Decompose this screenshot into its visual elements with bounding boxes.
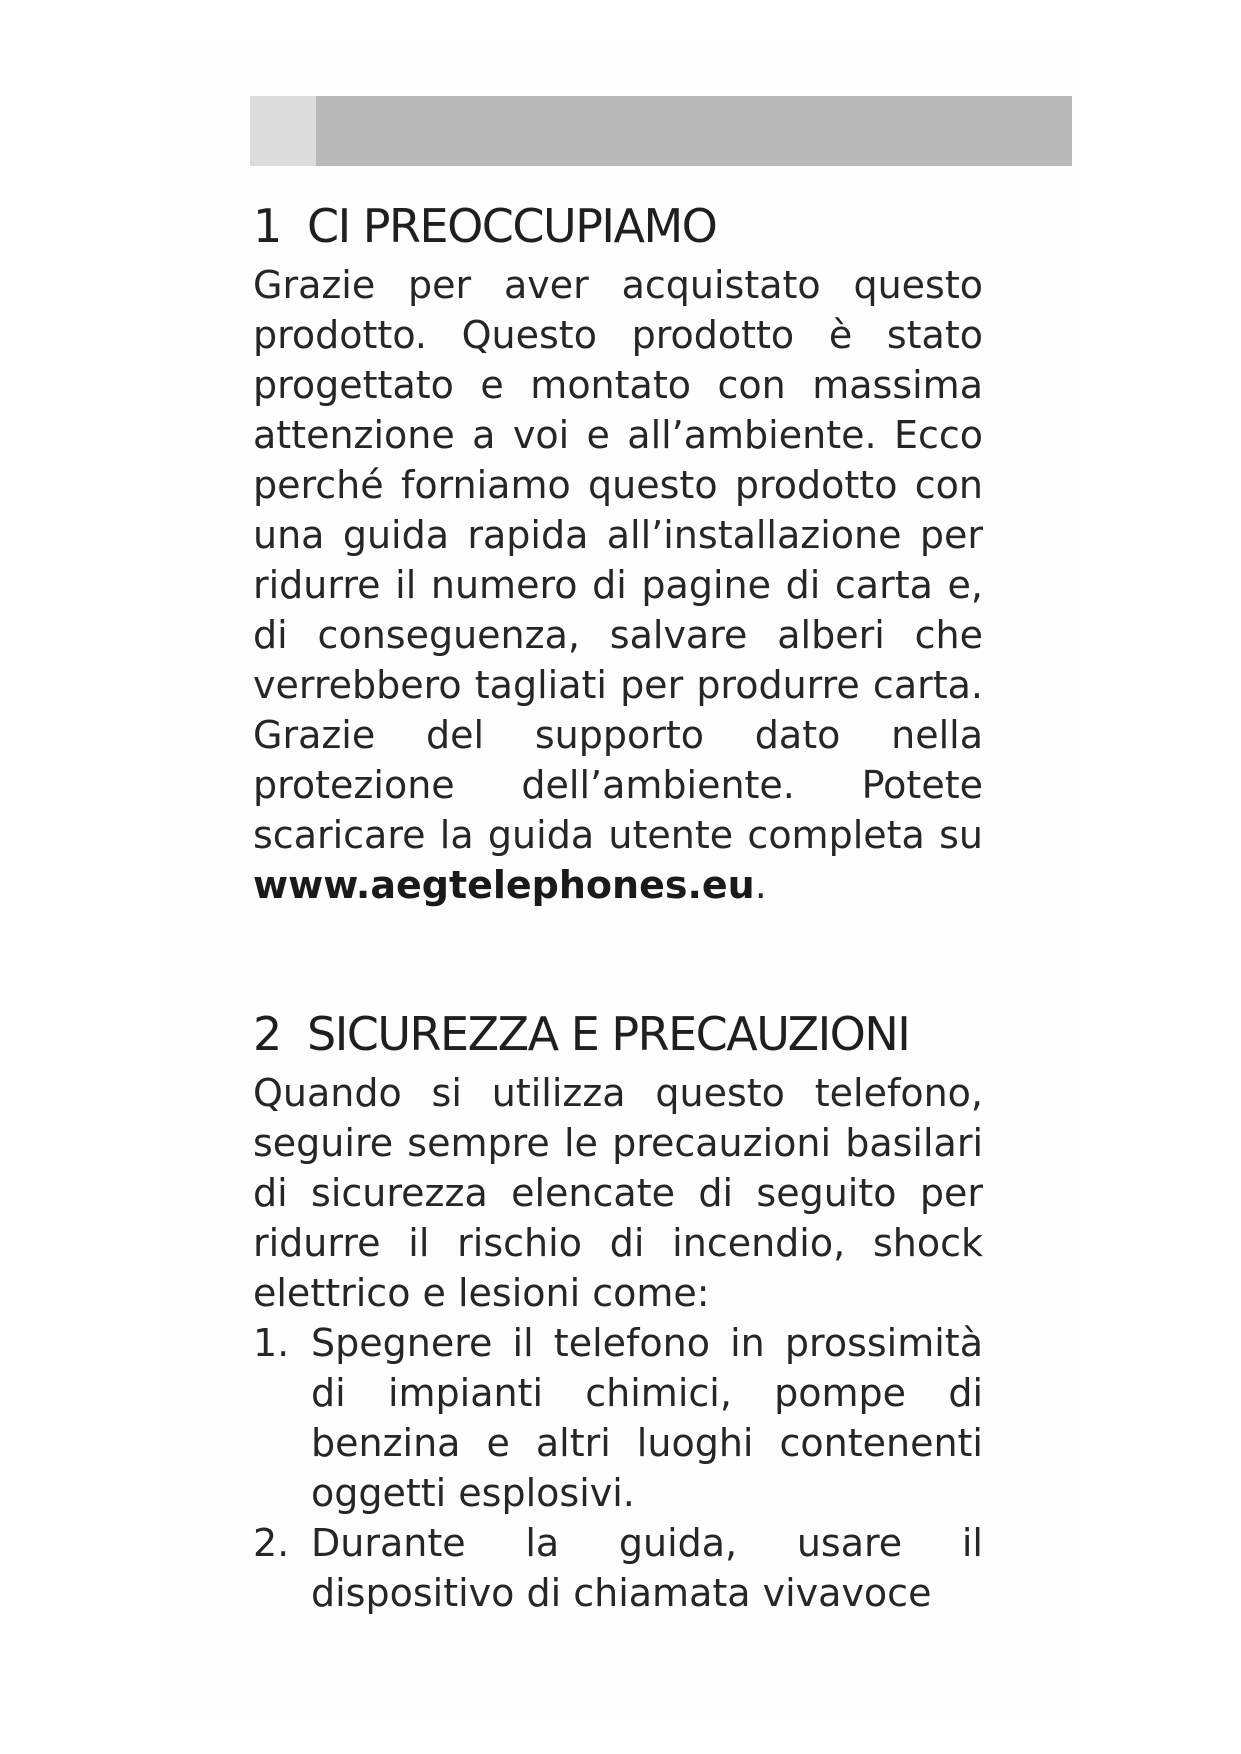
section-number: 2 [253, 1007, 281, 1061]
section-safety [253, 1006, 983, 1618]
list-item [253, 1518, 983, 1618]
section-number: 1 [253, 199, 281, 253]
paragraph-text: Grazie per aver acquistato questo prodotto. Questo prodotto è stato progettato e montato con massima attenzione a voi e all’ambiente. Ecco perché forniamo questo prodotto con una guida rapida all’installazione per ridurre il numero di pagine di carta e, di conseguenza, salvare alberi che verrebbero tagliati per produrre carta. Grazie del supporto dato nella protezione dell’ambiente. Potete scaricare la guida utente completa su [253, 263, 983, 857]
section-title-text: CI PREOCCUPIAMO [307, 199, 717, 253]
list-item-number: 2. [253, 1521, 290, 1565]
section-paragraph [253, 260, 983, 910]
precautions-list [253, 1318, 983, 1618]
list-item [253, 1318, 983, 1518]
section-title-care [253, 198, 983, 254]
section-paragraph: Quando si utilizza questo telefono, seguire sempre le precauzioni basilari di sicurezza elencate di seguito per ridurre il rischio di incendio, shock elettrico e lesioni come: [253, 1071, 983, 1315]
header-bar-accent [250, 96, 316, 166]
list-item-text: Durante la guida, usare il dispositivo di chiamata vivavoce [311, 1521, 983, 1615]
section-title-text: SICUREZZA E PRECAUZIONI [307, 1007, 910, 1061]
paragraph-end-punct: . [754, 863, 767, 907]
section-title-safety [253, 1006, 983, 1062]
document-content [253, 198, 983, 1618]
website-link[interactable]: www.aegtelephones.eu [253, 863, 755, 907]
list-item-number: 1. [253, 1321, 290, 1365]
section-care [253, 198, 983, 910]
header-bar [250, 96, 1072, 166]
list-item-text: Spegnere il telefono in prossimità di impianti chimici, pompe di benzina e altri luoghi contenenti oggetti esplosivi. [311, 1321, 983, 1515]
